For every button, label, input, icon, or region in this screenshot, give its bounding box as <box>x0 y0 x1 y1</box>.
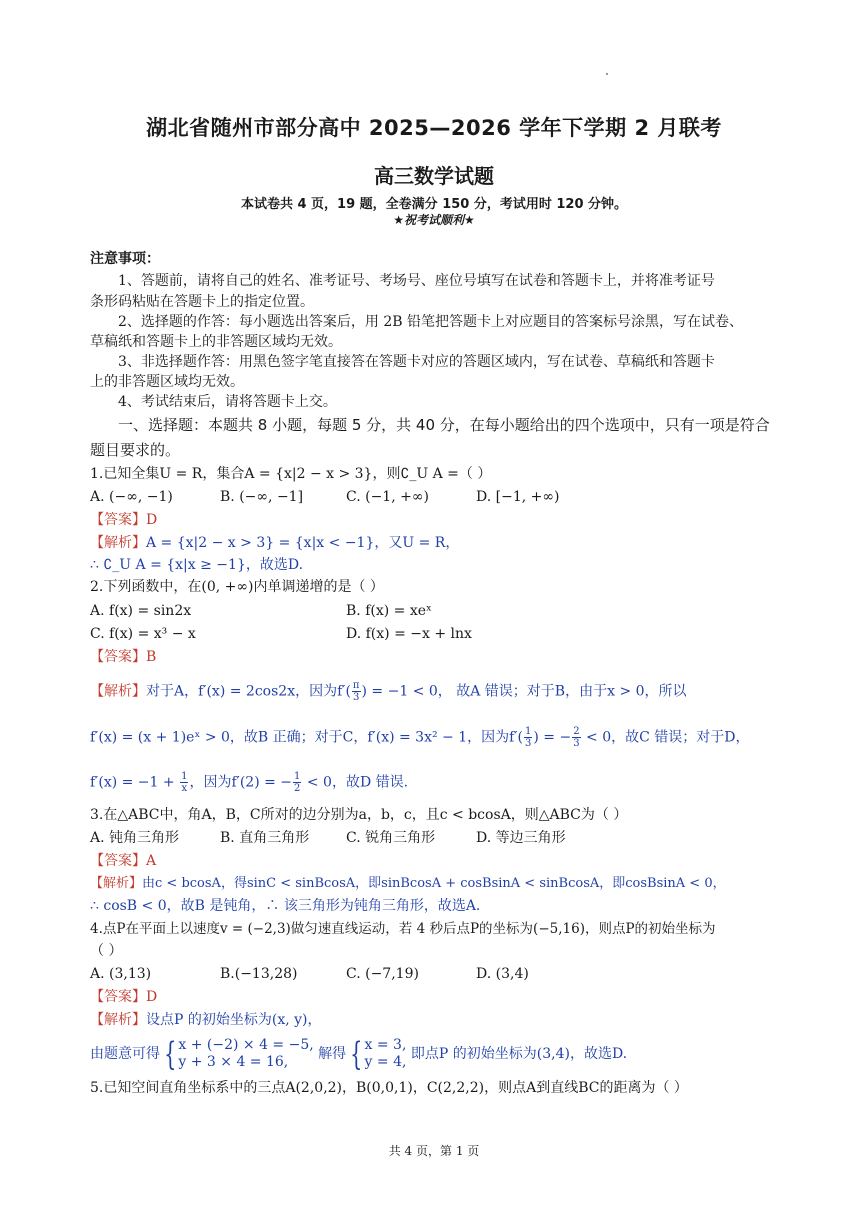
q1-analysis-text: A = {x|2 − x > 3} = {x|x < −1}，又U = R， <box>146 535 460 551</box>
notice-line: 草稿纸和答题卡上的非答题区域均无效。 <box>90 334 342 350</box>
q3-analysis-text: 由c < bcosA，得sinC < sinBcosA，即sinBcosA + cosBsinA < sinBcosA，即cosBsinA < 0， <box>142 876 726 891</box>
q2-analysis-text: f′(x) = −1 + <box>90 774 180 791</box>
q2-analysis-cont <box>90 771 408 794</box>
brace-glyph: { <box>350 1035 363 1073</box>
q3-option-c: C. 锐角三角形 <box>346 830 436 846</box>
equation-line: y + 3 × 4 = 16, <box>178 1054 289 1070</box>
q2-analysis-text: < 0，故C 错误；对于D， <box>581 729 750 746</box>
fraction-denominator: 3 <box>524 738 532 749</box>
fraction <box>524 726 532 749</box>
page-footer: 共 4 页，第 1 页 <box>388 1144 480 1158</box>
q3-answer: 【答案】A <box>90 853 157 869</box>
notice-heading: 注意事项： <box>90 251 160 267</box>
q2-analysis-text: = − <box>538 729 572 746</box>
q4-analysis-text: 设点P 的初始坐标为(x, y)， <box>146 1012 322 1028</box>
fraction-denominator: 3 <box>573 738 580 749</box>
q4-analysis-text: 解得 <box>318 1046 347 1062</box>
q4-analysis <box>90 1011 322 1029</box>
notice-line: 4、考试结束后，请将答题卡上交。 <box>118 394 337 410</box>
q4-answer: 【答案】D <box>90 989 158 1005</box>
notice-line: 2、选择题的作答：每小题选出答案后，用 2B 铅笔把答题卡上对应题目的答案标号涂黑，写在试卷、 <box>118 314 744 330</box>
exam-title: 湖北省随州市部分高中 2025—2026 学年下学期 2 月联考 <box>146 116 722 140</box>
q1-option-b: B. (−∞, −1] <box>220 489 304 505</box>
exam-subtitle: 高三数学试题 <box>374 164 494 188</box>
q2-option-d: D. f(x) = −x + lnx <box>346 626 472 642</box>
exam-wish: ★祝考试顺利★ <box>393 213 475 227</box>
q3-option-a: A. 钝角三角形 <box>90 830 180 846</box>
fraction-denominator: 3 <box>353 692 360 703</box>
q4-option-d: D. (3,4) <box>476 966 529 982</box>
section-heading-cont: 题目要求的。 <box>90 441 181 459</box>
q4-analysis-text: 即点P 的初始坐标为(3,4)，故选D. <box>410 1046 628 1062</box>
q4-option-a: A. (3,13) <box>90 966 152 982</box>
equation-line: y = 4, <box>364 1054 407 1070</box>
q4-option-b: B.(−13,28) <box>220 966 298 982</box>
q3-option-d: D. 等边三角形 <box>476 830 566 846</box>
q2-answer: 【答案】B <box>90 649 157 665</box>
q4-analysis-text: 由题意可得 <box>90 1046 160 1062</box>
q1-analysis-cont: ∴ ∁_U A = {x|x ≥ −1}，故选D. <box>90 557 304 573</box>
q1-option-c: C. (−1, +∞) <box>346 489 429 505</box>
q4-stem: 4.点P在平面上以速度v = (−2,3)做匀速直线运动，若 4 秒后点P的坐标为(−5,16)，则点P的初始坐标为 <box>90 921 716 937</box>
q2-analysis-text: 对于A，f′(x) = 2cos2x，因为f′ <box>146 683 346 700</box>
notice-line: 3、非选择题作答：用黑色签字笔直接答在答题卡对应的答题区域内，写在试卷、草稿纸和答题卡 <box>118 354 715 370</box>
scan-dot <box>606 73 608 75</box>
q4-option-c: C. (−7,19) <box>346 966 419 982</box>
equation-system <box>365 1037 407 1071</box>
q2-analysis-text: = −1 < 0， 故A 错误；对于B，由于x > 0，所以 <box>366 683 687 700</box>
q1-option-d: D. [−1, +∞) <box>476 489 560 505</box>
fraction-numerator: 1 <box>294 771 301 782</box>
q2-analysis-text: f′(x) = (x + 1)eˣ > 0，故B 正确；对于C，f′(x) = 3x² − 1，因为f′ <box>90 729 518 746</box>
section-heading: 一、选择题：本题共 8 小题，每题 5 分，共 40 分，在每小题给出的四个选项中，只有一项是符合 <box>118 416 770 434</box>
q3-option-b: B. 直角三角形 <box>220 830 310 846</box>
q1-answer: 【答案】D <box>90 512 158 528</box>
q2-analysis-cont: f′(x) = (x + 1)eˣ > 0，故B 正确；对于C，f′(x) = 3x² − 1，因为f′( $\frac{1}{3}$ ) = − $\frac{2}{3}$ < 0，故C 错误；对于D， <box>90 726 750 749</box>
q1-option-a: A. (−∞, −1) <box>90 489 173 505</box>
equation-line: x + (−2) × 4 = −5, <box>178 1037 314 1053</box>
q2-analysis-text: < 0，故D 错误. <box>302 774 409 791</box>
q3-analysis <box>90 875 726 893</box>
fraction-denominator: x <box>181 783 188 794</box>
equation-system <box>178 1037 313 1071</box>
fraction-numerator: π <box>352 680 360 691</box>
analysis-label: 【解析】 <box>90 876 143 891</box>
fraction <box>180 771 188 794</box>
fraction-numerator: 1 <box>524 726 532 737</box>
q2-analysis-text: ，因为f′(2) = − <box>189 774 293 791</box>
equation-line: x = 3, <box>364 1037 407 1053</box>
fraction <box>572 726 580 749</box>
analysis-label: 【解析】 <box>90 535 146 551</box>
q1-analysis <box>90 534 459 552</box>
analysis-label: 【解析】 <box>90 683 146 700</box>
fraction <box>352 680 361 703</box>
q1-stem: 1.已知全集U = R，集合A = {x|2 − x > 3}，则∁_U A =（ ） <box>90 466 492 482</box>
brace-glyph: { <box>164 1035 177 1073</box>
q2-stem: 2.下列函数中，在(0, +∞)内单调递增的是（ ） <box>90 579 384 595</box>
q2-option-b: B. f(x) = xeˣ <box>346 603 432 619</box>
q3-stem: 3.在△ABC中，角A，B，C所对的边分别为a，b，c，且c < bcosA，则△ABC为（ ） <box>90 807 628 823</box>
exam-info: 本试卷共 4 页，19 题，全卷满分 150 分，考试用时 120 分钟。 <box>240 197 628 212</box>
notice-line: 1、答题前，请将自己的姓名、准考证号、考场号、座位号填写在试卷和答题卡上，并将准考证号 <box>118 273 715 289</box>
q5-stem: 5.已知空间直角坐标系中的三点A(2,0,2)，B(0,0,1)，C(2,2,2)，则点A到直线BC的距离为（ ） <box>90 1080 688 1096</box>
analysis-label: 【解析】 <box>90 1012 146 1028</box>
notice-line: 条形码粘贴在答题卡上的指定位置。 <box>90 294 314 310</box>
q4-stem-cont: （ ） <box>90 943 123 959</box>
notice-line: 上的非答题区域均无效。 <box>90 374 244 390</box>
q2-option-a: A. f(x) = sin2x <box>90 603 192 619</box>
fraction-numerator: 1 <box>181 771 188 782</box>
q2-analysis: 【解析】对于A，f′(x) = 2cos2x，因为f′( $\frac{\pi}{3}$ ) = −1 < 0， 故A 错误；对于B，由于x > 0，所以 <box>90 680 687 703</box>
q3-analysis-cont: ∴ cosB < 0，故B 是钝角，∴ 该三角形为钝角三角形，故选A. <box>90 898 481 914</box>
q4-analysis-cont <box>90 1036 627 1072</box>
fraction <box>293 771 301 794</box>
fraction-numerator: 2 <box>573 726 580 737</box>
fraction-denominator: 2 <box>294 783 301 794</box>
q2-option-c: C. f(x) = x³ − x <box>90 626 196 642</box>
